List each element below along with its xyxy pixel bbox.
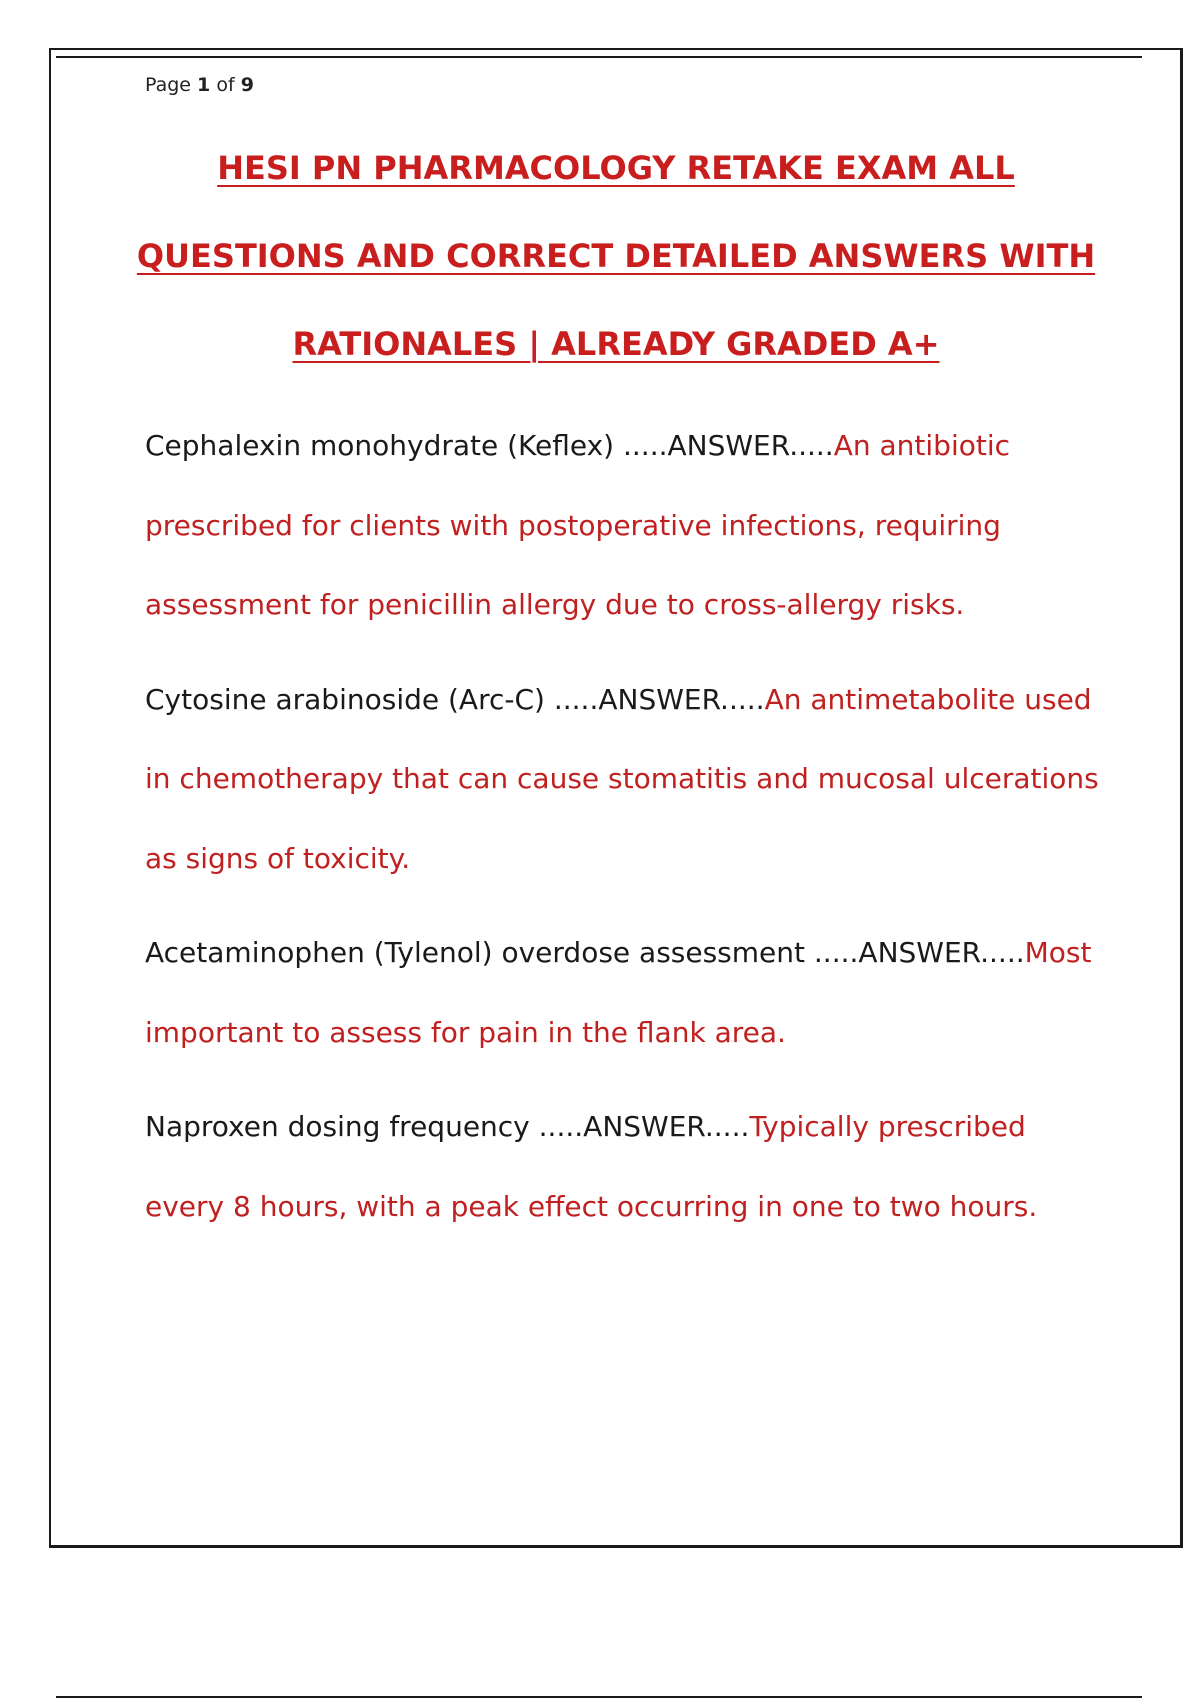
answer-text: An antimetabolite used in chemotherapy that can cause stomatitis and mucosal ulcerations as signs of toxicity. <box>145 682 1099 875</box>
answer-text: Typically prescribed every 8 hours, with a peak effect occurring in one to two hours. <box>145 1110 1038 1223</box>
bottom-rule <box>56 1696 1142 1698</box>
page-of: of <box>216 74 235 96</box>
answer-marker: .....ANSWER..... <box>813 936 1025 969</box>
answer-marker: .....ANSWER..... <box>623 429 834 462</box>
answer-marker: .....ANSWER..... <box>553 682 765 716</box>
answer-text: Most important to assess for pain in the flank area. <box>145 936 1092 1049</box>
qa-entry-naproxen <box>145 1087 1105 1246</box>
question-text: Cytosine arabinoside (Arc-C) <box>145 682 554 716</box>
page-current: 1 <box>197 74 211 96</box>
page-number <box>145 74 254 96</box>
question-text: Acetaminophen (Tylenol) overdose assessment <box>145 936 814 969</box>
page-total: 9 <box>240 74 254 96</box>
top-rule <box>56 56 1142 58</box>
qa-entry-acetaminophen <box>145 913 1105 1072</box>
qa-entry-arc-c <box>145 660 1105 899</box>
qa-list <box>145 406 1105 1261</box>
qa-entry-keflex <box>145 406 1105 645</box>
answer-marker: .....ANSWER..... <box>538 1110 750 1143</box>
title-line-2: QUESTIONS AND CORRECT DETAILED ANSWERS WITH <box>136 237 1096 275</box>
title-line-3: RATIONALES | ALREADY GRADED A+ <box>292 325 940 363</box>
question-text: Naproxen dosing frequency <box>145 1110 539 1143</box>
question-text: Cephalexin monohydrate (Keflex) <box>145 429 623 462</box>
page-prefix: Page <box>145 74 191 96</box>
answer-text: An antibiotic prescribed for clients with postoperative infections, requiring assessment for penicillin allergy due to cross-allergy risks. <box>145 429 1011 621</box>
title-line-1: HESI PN PHARMACOLOGY RETAKE EXAM ALL <box>217 149 1015 187</box>
document-title <box>100 124 1132 388</box>
